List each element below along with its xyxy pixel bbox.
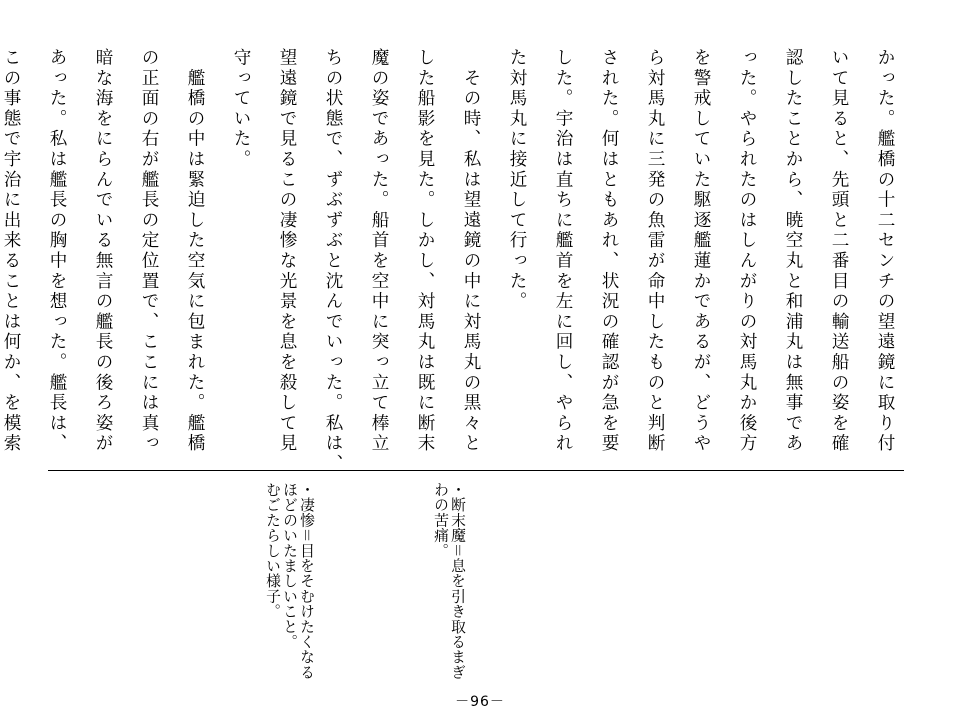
body-line: った。やられたのはしんがりの対馬丸か後方 [737,48,757,454]
body-line: 艦橋の中は緊迫した空気に包まれた。艦橋 [185,48,205,454]
body-line: あった。私は艦長の胸中を想った。艦長は、 [47,48,67,454]
footnote-line: ・断末魔＝息を引き取るまぎ [449,482,466,680]
footnote-danmatsuma [432,482,466,680]
body-line: その時、私は望遠鏡の中に対馬丸の黒々と [461,48,481,454]
body-line: 認したことから、暁空丸と和浦丸は無事であ [783,48,803,454]
body-line: いて見ると、先頭と二番目の輸送船の姿を確 [829,48,849,454]
body-line: 魔の姿であった。船首を空中に突っ立て棒立 [369,48,389,454]
body-line: 望遠鏡で見るこの凄惨な光景を息を殺して見 [277,48,297,454]
body-line: この事態で宇治に出来ることは何か、を模索 [1,48,21,454]
footnote-divider [48,470,904,471]
footnote-line: むごたらしい様子。 [264,482,281,619]
body-line: の正面の右が艦長の定位置で、ここには真っ [139,48,159,454]
body-line: 守っていた。 [231,48,251,170]
footnote-line: ・凄惨＝目をそむけたくなる [298,482,315,680]
body-line: した。宇治は直ちに艦首を左に回し、やられ [553,48,573,454]
body-line: ら対馬丸に三発の魚雷が命中したものと判断 [645,48,665,454]
body-line: かった。艦橋の十二センチの望遠鏡に取り付 [875,48,895,454]
body-line: した船影を見た。しかし、対馬丸は既に断末 [415,48,435,454]
body-line: ちの状態で、ずぶずぶと沈んでいった。私は、 [323,48,343,475]
main-body-text [1,48,908,475]
footnote-line: わの苦痛。 [432,482,449,558]
footnote-seisan [264,482,315,680]
body-line: た対馬丸に接近して行った。 [507,48,527,312]
body-line: 暗な海をにらんでいる無言の艦長の後ろ姿が [93,48,113,454]
body-line: された。何はともあれ、状況の確認が急を要 [599,48,619,454]
footnote-line: ほどのいたましいこと。 [281,482,298,650]
body-line: を警戒していた駆逐艦蓮かであるが、どうや [691,48,711,454]
page-number: －96－ [455,694,505,710]
